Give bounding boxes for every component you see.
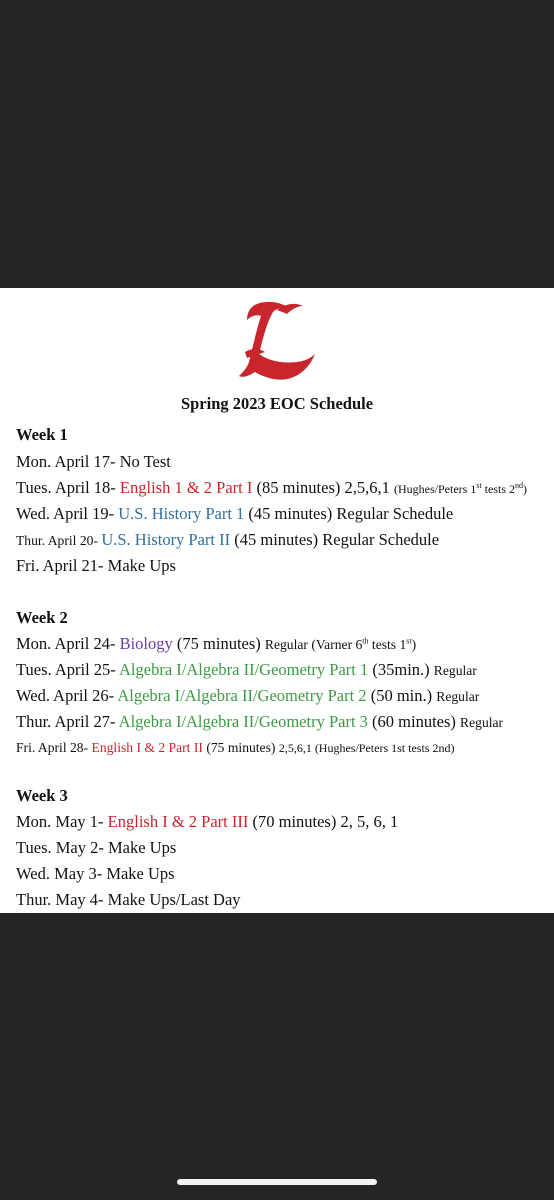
day-label: Wed. May 3- Make Ups (16, 864, 175, 883)
schedule-row (16, 864, 175, 884)
day-label: Wed. April 19- (16, 504, 119, 523)
day-label: Tues. May 2- Make Ups (16, 838, 177, 857)
louisville-l-logo (237, 298, 317, 382)
subject-label: English I & 2 Part II (91, 740, 203, 755)
subject-label: Biology (119, 634, 173, 653)
detail-label: (85 minutes) 2,5,6,1 (252, 478, 394, 497)
detail-label: (75 minutes) (172, 634, 265, 653)
page-title: Spring 2023 EOC Schedule (180, 394, 374, 413)
schedule-row (16, 812, 398, 832)
day-label: Fri. April 21- Make Ups (16, 556, 176, 575)
schedule-row (16, 660, 477, 681)
schedule-row (16, 890, 241, 910)
note-label: Regular (436, 689, 480, 704)
week-2-heading: Week 2 (16, 608, 68, 627)
note-label: Regular (433, 663, 477, 678)
schedule-row (16, 686, 479, 707)
note-label: Regular (Varner 6th tests 1st) (264, 636, 417, 652)
day-label: Tues. April 25- (16, 660, 119, 679)
schedule-row (16, 504, 453, 524)
subject-label: English I & 2 Part III (107, 812, 249, 831)
day-label: Thur. April 27- (16, 712, 119, 731)
schedule-row (16, 634, 416, 655)
schedule-row (16, 838, 176, 858)
schedule-row (16, 478, 527, 499)
day-label: Wed. April 26- (16, 686, 118, 705)
schedule-row (16, 556, 176, 576)
detail-label: (45 minutes) Regular Schedule (230, 530, 440, 549)
detail-label: (70 minutes) 2, 5, 6, 1 (248, 812, 399, 831)
day-label: Mon. April 17- No Test (16, 452, 171, 471)
note-label: Regular (460, 715, 504, 730)
subject-label: Algebra I/Algebra II/Geometry Part 2 (117, 686, 367, 705)
schedule-row (16, 712, 503, 733)
subject-label: Algebra I/Algebra II/Geometry Part 1 (119, 660, 369, 679)
day-label: Thur. May 4- Make Ups/Last Day (16, 890, 241, 909)
detail-label: (45 minutes) Regular Schedule (244, 504, 454, 523)
detail-label: (50 min.) (366, 686, 437, 705)
note-label: (Hughes/Peters 1st tests 2nd) (394, 481, 528, 496)
week-1-heading: Week 1 (16, 425, 68, 444)
subject-label: U.S. History Part II (101, 530, 231, 549)
schedule-row (16, 530, 439, 551)
detail-label: (35min.) (368, 660, 434, 679)
day-label: Thur. April 20- (16, 533, 102, 548)
schedule-document (0, 288, 554, 913)
schedule-row (16, 738, 454, 758)
detail-label: (60 minutes) (367, 712, 461, 731)
day-label: Tues. April 18- (16, 478, 120, 497)
note-label: 2,5,6,1 (Hughes/Peters 1st tests 2nd) (278, 741, 455, 755)
subject-label: Algebra I/Algebra II/Geometry Part 3 (118, 712, 368, 731)
subject-label: U.S. History Part 1 (118, 504, 245, 523)
day-label: Fri. April 28- (16, 740, 92, 755)
home-indicator[interactable] (177, 1179, 377, 1185)
week-3-heading: Week 3 (16, 786, 68, 805)
day-label: Mon. May 1- (16, 812, 108, 831)
day-label: Mon. April 24- (16, 634, 120, 653)
detail-label: (75 minutes) (202, 740, 279, 755)
schedule-row (16, 452, 171, 472)
subject-label: English 1 & 2 Part I (119, 478, 253, 497)
